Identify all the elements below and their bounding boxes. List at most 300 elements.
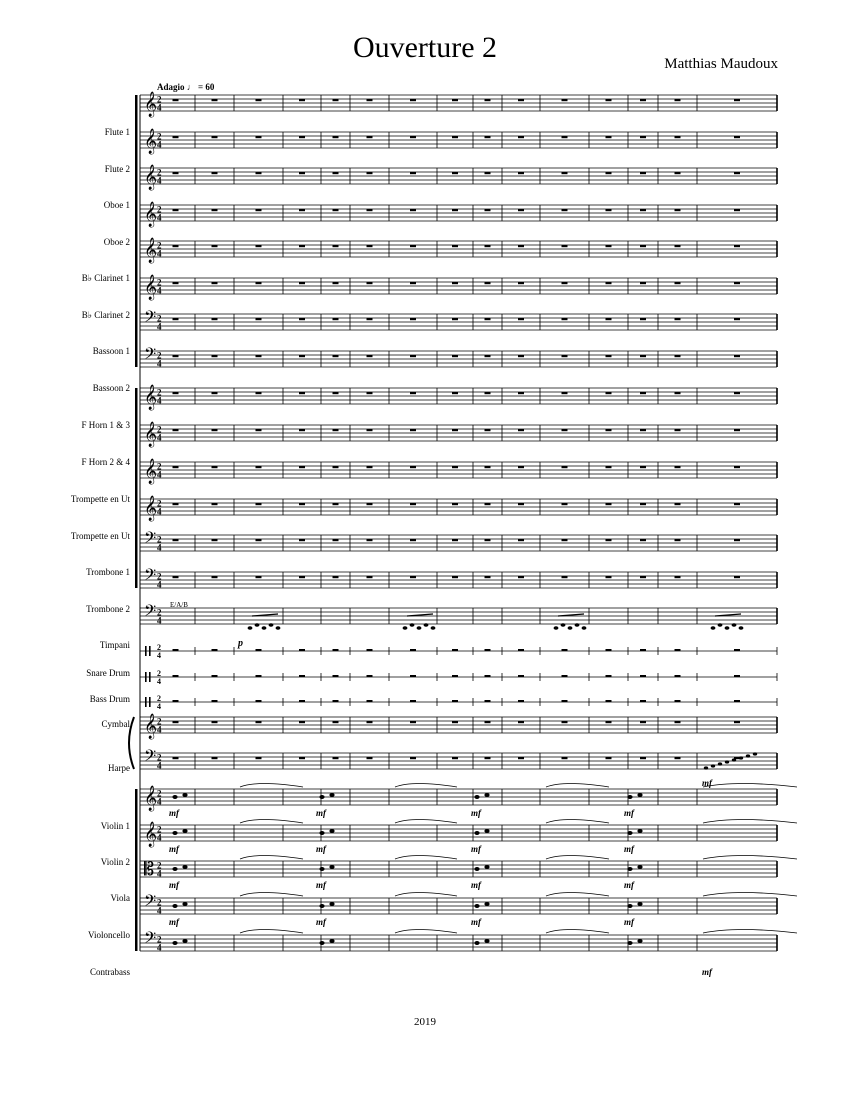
whole-rest <box>452 576 458 578</box>
time-signature-bottom: 4 <box>157 321 162 332</box>
whole-rest <box>734 503 740 505</box>
instrument-label: Harpe <box>108 763 130 773</box>
whole-rest <box>173 318 179 320</box>
whole-rest <box>410 172 416 174</box>
clef-icon: 𝄞 <box>144 92 158 117</box>
time-signature-bottom: 4 <box>157 285 162 296</box>
timpani-note <box>403 626 408 630</box>
clef-icon: 𝄞 <box>144 822 158 847</box>
whole-rest <box>518 392 524 394</box>
whole-rest <box>333 209 339 211</box>
whole-rest <box>367 700 373 702</box>
time-signature-top: 2 <box>157 716 162 727</box>
string-note <box>484 829 489 833</box>
whole-rest <box>212 392 218 394</box>
whole-rest <box>485 721 491 723</box>
whole-rest <box>256 757 262 759</box>
whole-rest <box>410 136 416 138</box>
time-signature-bottom: 4 <box>157 796 162 807</box>
whole-rest <box>256 649 262 651</box>
string-note <box>329 865 334 869</box>
tie-slur <box>240 784 303 788</box>
whole-rest <box>256 136 262 138</box>
whole-rest <box>410 245 416 247</box>
whole-rest <box>518 245 524 247</box>
clef-icon: 𝄢 <box>144 602 157 624</box>
tie-slur <box>395 784 457 788</box>
whole-rest <box>518 576 524 578</box>
clef-icon: 𝄞 <box>144 459 158 484</box>
whole-rest <box>452 318 458 320</box>
tie-slur <box>240 820 303 824</box>
time-signature-bottom: 4 <box>157 358 162 369</box>
whole-rest <box>173 576 179 578</box>
whole-rest <box>562 429 568 431</box>
timpani-note <box>276 626 281 630</box>
dynamic-mark: mf <box>316 808 326 818</box>
whole-rest <box>367 318 373 320</box>
dynamic-mark: mf <box>624 808 634 818</box>
whole-rest <box>173 392 179 394</box>
whole-rest <box>410 392 416 394</box>
timpani-note <box>718 623 723 627</box>
whole-rest <box>367 209 373 211</box>
whole-rest <box>734 172 740 174</box>
whole-rest <box>410 318 416 320</box>
whole-rest <box>212 539 218 541</box>
string-note <box>474 867 479 871</box>
section-bracket <box>135 95 138 367</box>
whole-rest <box>299 539 305 541</box>
time-signature-top: 2 <box>157 934 162 945</box>
time-signature-top: 2 <box>157 94 162 105</box>
whole-rest <box>299 721 305 723</box>
instrument-label: Violin 1 <box>100 821 130 831</box>
whole-rest <box>212 466 218 468</box>
whole-rest <box>675 700 681 702</box>
whole-rest <box>734 675 740 677</box>
whole-rest <box>485 539 491 541</box>
whole-rest <box>675 757 681 759</box>
whole-rest <box>367 99 373 101</box>
whole-rest <box>562 136 568 138</box>
whole-rest <box>367 649 373 651</box>
clef-icon: 𝄞 <box>144 238 158 263</box>
timpani-note <box>725 626 730 630</box>
whole-rest <box>518 503 524 505</box>
time-signature-top: 2 <box>157 240 162 251</box>
time-signature-top: 2 <box>157 387 162 398</box>
dynamic-mark: mf <box>316 880 326 890</box>
string-note <box>182 829 187 833</box>
tie-slur <box>546 930 609 934</box>
whole-rest <box>256 355 262 357</box>
instrument-label: Flute 2 <box>104 164 130 174</box>
whole-rest <box>410 282 416 284</box>
whole-rest <box>675 503 681 505</box>
whole-rest <box>367 355 373 357</box>
whole-rest <box>452 539 458 541</box>
whole-rest <box>299 172 305 174</box>
whole-rest <box>640 700 646 702</box>
time-signature-top: 2 <box>157 131 162 142</box>
clef-icon: 𝄞 <box>144 496 158 521</box>
time-signature-bottom: 4 <box>157 651 161 660</box>
whole-rest <box>367 503 373 505</box>
whole-rest <box>485 245 491 247</box>
whole-rest <box>562 392 568 394</box>
dynamic-mark: mf <box>316 917 326 927</box>
whole-rest <box>562 503 568 505</box>
whole-rest <box>410 700 416 702</box>
time-signature-top: 2 <box>157 313 162 324</box>
whole-rest <box>410 209 416 211</box>
whole-rest <box>410 539 416 541</box>
string-note <box>182 793 187 797</box>
whole-rest <box>173 466 179 468</box>
tie-slur <box>240 856 303 860</box>
whole-rest <box>606 539 612 541</box>
dynamic-mark: mf <box>702 778 712 788</box>
instrument-label: Snare Drum <box>86 668 130 678</box>
whole-rest <box>299 503 305 505</box>
time-signature-bottom: 4 <box>157 542 162 553</box>
string-note <box>474 795 479 799</box>
whole-rest <box>299 209 305 211</box>
whole-rest <box>367 675 373 677</box>
time-signature-top: 2 <box>157 167 162 178</box>
string-note <box>172 867 177 871</box>
timpani-note <box>554 626 559 630</box>
tie-slur <box>703 893 797 897</box>
whole-rest <box>734 318 740 320</box>
time-signature-bottom: 4 <box>157 432 162 443</box>
timpani-note <box>739 626 744 630</box>
time-signature-top: 2 <box>157 669 161 678</box>
whole-rest <box>256 700 262 702</box>
time-signature-bottom: 4 <box>157 905 162 916</box>
time-signature-bottom: 4 <box>157 506 162 517</box>
clef-icon: 𝄞 <box>144 714 158 739</box>
instrument-label: Timpani <box>99 640 130 650</box>
whole-rest <box>562 576 568 578</box>
string-note <box>637 793 642 797</box>
whole-rest <box>299 282 305 284</box>
whole-rest <box>256 429 262 431</box>
instrument-label: Bassoon 2 <box>92 383 130 393</box>
whole-rest <box>485 282 491 284</box>
dynamic-mark: mf <box>624 917 634 927</box>
whole-rest <box>333 721 339 723</box>
tie-slur <box>703 856 797 860</box>
whole-rest <box>333 757 339 759</box>
whole-rest <box>562 355 568 357</box>
harp-arpeggio-note <box>704 766 708 769</box>
time-signature-bottom: 4 <box>157 724 162 735</box>
tie-slur <box>546 784 609 788</box>
clef-icon: 𝄡 <box>144 859 155 880</box>
instrument-label: F Horn 1 & 3 <box>81 420 130 430</box>
time-signature-top: 2 <box>157 694 161 703</box>
whole-rest <box>675 721 681 723</box>
whole-rest <box>606 721 612 723</box>
time-signature-top: 2 <box>157 643 161 652</box>
whole-rest <box>606 429 612 431</box>
whole-rest <box>734 245 740 247</box>
clef-icon: 𝄞 <box>144 202 158 227</box>
whole-rest <box>410 757 416 759</box>
whole-rest <box>173 649 179 651</box>
whole-rest <box>518 209 524 211</box>
whole-rest <box>518 649 524 651</box>
whole-rest <box>562 282 568 284</box>
clef-icon: 𝄞 <box>144 165 158 190</box>
time-signature-top: 2 <box>157 752 162 763</box>
whole-rest <box>410 721 416 723</box>
time-signature-top: 2 <box>157 824 162 835</box>
whole-rest <box>333 576 339 578</box>
clef-icon: 𝄞 <box>144 129 158 154</box>
whole-rest <box>606 99 612 101</box>
whole-rest <box>485 466 491 468</box>
whole-rest <box>640 721 646 723</box>
section-bracket <box>135 388 138 588</box>
whole-rest <box>606 466 612 468</box>
time-signature-bottom: 4 <box>157 702 161 711</box>
string-note <box>627 904 632 908</box>
whole-rest <box>333 282 339 284</box>
whole-rest <box>452 466 458 468</box>
whole-rest <box>212 429 218 431</box>
whole-rest <box>173 429 179 431</box>
whole-rest <box>518 318 524 320</box>
harp-arpeggio-note <box>725 760 729 763</box>
whole-rest <box>367 576 373 578</box>
string-note <box>484 902 489 906</box>
whole-rest <box>452 282 458 284</box>
whole-rest <box>256 99 262 101</box>
whole-rest <box>367 282 373 284</box>
whole-rest <box>606 318 612 320</box>
whole-rest <box>299 355 305 357</box>
whole-rest <box>640 429 646 431</box>
timpani-note <box>410 623 415 627</box>
whole-rest <box>452 675 458 677</box>
whole-rest <box>367 245 373 247</box>
whole-rest <box>256 392 262 394</box>
string-note <box>627 941 632 945</box>
whole-rest <box>640 355 646 357</box>
whole-rest <box>452 245 458 247</box>
whole-rest <box>212 99 218 101</box>
time-signature-bottom: 4 <box>157 139 162 150</box>
whole-rest <box>299 99 305 101</box>
timpani-note <box>575 623 580 627</box>
clef-icon: 𝄢 <box>144 747 157 769</box>
whole-rest <box>367 757 373 759</box>
whole-rest <box>640 576 646 578</box>
whole-rest <box>518 466 524 468</box>
whole-rest <box>606 282 612 284</box>
timpani-note <box>711 626 716 630</box>
whole-rest <box>675 355 681 357</box>
whole-rest <box>410 649 416 651</box>
clef-icon: 𝄢 <box>144 929 157 951</box>
clef-icon: 𝄞 <box>144 786 158 811</box>
instrument-label: Bass Drum <box>89 694 130 704</box>
whole-rest <box>734 282 740 284</box>
time-signature-top: 2 <box>157 498 162 509</box>
string-note <box>474 941 479 945</box>
whole-rest <box>173 503 179 505</box>
instrument-label: Bassoon 1 <box>92 346 130 356</box>
string-note <box>474 831 479 835</box>
whole-rest <box>485 318 491 320</box>
tie-slur <box>395 930 457 934</box>
whole-rest <box>410 355 416 357</box>
whole-rest <box>734 355 740 357</box>
whole-rest <box>173 99 179 101</box>
whole-rest <box>367 429 373 431</box>
whole-rest <box>675 318 681 320</box>
time-signature-bottom: 4 <box>157 615 162 626</box>
whole-rest <box>485 429 491 431</box>
whole-rest <box>675 429 681 431</box>
whole-rest <box>212 721 218 723</box>
composer-name: Matthias Maudoux <box>664 56 778 72</box>
whole-rest <box>485 172 491 174</box>
whole-rest <box>562 209 568 211</box>
whole-rest <box>333 318 339 320</box>
instrument-label: Flute 1 <box>104 127 130 137</box>
time-signature-bottom: 4 <box>157 102 162 113</box>
whole-rest <box>256 282 262 284</box>
whole-rest <box>212 209 218 211</box>
string-note <box>172 795 177 799</box>
whole-rest <box>367 136 373 138</box>
whole-rest <box>173 245 179 247</box>
whole-rest <box>173 757 179 759</box>
time-signature-top: 2 <box>157 424 162 435</box>
timpani-note <box>568 626 573 630</box>
percussion-clef-icon <box>149 646 151 656</box>
whole-rest <box>562 757 568 759</box>
whole-rest <box>333 429 339 431</box>
whole-rest <box>452 721 458 723</box>
whole-rest <box>212 245 218 247</box>
whole-rest <box>606 649 612 651</box>
time-signature-top: 2 <box>157 534 162 545</box>
whole-rest <box>367 392 373 394</box>
whole-rest <box>640 245 646 247</box>
time-signature-bottom: 4 <box>157 677 161 686</box>
string-note <box>637 902 642 906</box>
string-note <box>484 793 489 797</box>
whole-rest <box>173 282 179 284</box>
whole-rest <box>606 757 612 759</box>
string-note <box>319 831 324 835</box>
whole-rest <box>640 209 646 211</box>
dynamic-mark: mf <box>624 844 634 854</box>
whole-rest <box>485 209 491 211</box>
string-note <box>484 939 489 943</box>
harp-brace <box>129 717 134 769</box>
clef-icon: 𝄢 <box>144 892 157 914</box>
whole-rest <box>256 466 262 468</box>
time-signature-top: 2 <box>157 897 162 908</box>
whole-rest <box>256 675 262 677</box>
whole-rest <box>606 700 612 702</box>
whole-rest <box>640 539 646 541</box>
whole-rest <box>333 503 339 505</box>
whole-rest <box>452 700 458 702</box>
whole-rest <box>256 318 262 320</box>
whole-rest <box>333 539 339 541</box>
string-note <box>637 939 642 943</box>
whole-rest <box>485 649 491 651</box>
score-title: Ouverture 2 <box>352 31 498 64</box>
timpani-note <box>262 626 267 630</box>
whole-rest <box>675 576 681 578</box>
whole-rest <box>606 172 612 174</box>
timpani-note <box>561 623 566 627</box>
dynamic-mark: p <box>238 638 243 649</box>
whole-rest <box>173 136 179 138</box>
whole-rest <box>299 757 305 759</box>
string-note <box>329 793 334 797</box>
time-signature-bottom: 4 <box>157 579 162 590</box>
whole-rest <box>562 99 568 101</box>
whole-rest <box>675 675 681 677</box>
whole-rest <box>562 539 568 541</box>
whole-rest <box>333 245 339 247</box>
timpani-note <box>417 626 422 630</box>
instrument-label: Viola <box>110 893 130 903</box>
whole-rest <box>734 576 740 578</box>
whole-rest <box>452 503 458 505</box>
whole-rest <box>333 172 339 174</box>
whole-rest <box>212 675 218 677</box>
time-signature-bottom: 4 <box>157 942 162 953</box>
whole-rest <box>485 99 491 101</box>
whole-rest <box>518 172 524 174</box>
whole-rest <box>256 172 262 174</box>
whole-rest <box>212 282 218 284</box>
whole-rest <box>256 245 262 247</box>
whole-rest <box>562 721 568 723</box>
whole-rest <box>485 757 491 759</box>
whole-rest <box>606 136 612 138</box>
whole-rest <box>212 649 218 651</box>
whole-rest <box>299 429 305 431</box>
string-note <box>329 902 334 906</box>
whole-rest <box>452 172 458 174</box>
timpani-note <box>582 626 587 630</box>
clef-icon: 𝄢 <box>144 308 157 330</box>
clef-icon: 𝄢 <box>144 529 157 551</box>
whole-rest <box>299 245 305 247</box>
timpani-note <box>248 626 253 630</box>
whole-rest <box>452 209 458 211</box>
percussion-clef-icon <box>149 672 151 682</box>
whole-rest <box>452 757 458 759</box>
timpani-note <box>431 626 436 630</box>
whole-rest <box>333 355 339 357</box>
whole-rest <box>640 318 646 320</box>
whole-rest <box>410 675 416 677</box>
whole-rest <box>256 539 262 541</box>
whole-rest <box>410 576 416 578</box>
